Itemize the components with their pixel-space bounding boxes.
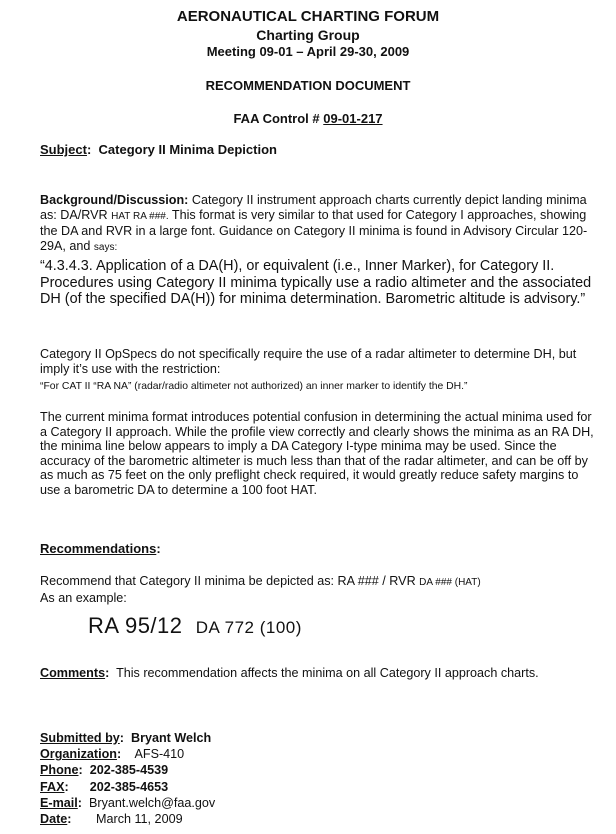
recommendation-text (40, 574, 602, 605)
comments-paragraph: Comments: This recommendation affects the minima on all Category II approach charts. (40, 666, 539, 680)
phone-row: Phone: 202-385-4539 (40, 763, 169, 778)
control-label: FAA Control # (233, 111, 320, 126)
control-number-line (0, 111, 616, 126)
background-text-b: This format is very similar to that used for Category I approaches, showing the DA and RVR in a large font. Guidance on Category II minima is found in Advisory Circular 120-29A, and (40, 207, 588, 253)
phone-label: Phone (40, 763, 79, 778)
organization-value: AFS-410 (134, 747, 185, 762)
recommendations-label: Recommendations (40, 541, 157, 556)
email-value[interactable]: Bryant.welch@faa.gov (89, 795, 216, 810)
fax-row: FAX: 202-385-4653 (40, 779, 169, 794)
fax-value: 202-385-4653 (89, 779, 169, 794)
meeting-line: Meeting 09-01 – April 29-30, 2009 (206, 44, 410, 59)
example-da: DA 772 (100) (195, 618, 302, 637)
forum-title: AERONAUTICAL CHARTING FORUM (176, 8, 440, 25)
organization-label: Organization (40, 747, 117, 762)
email-row: E-mail: Bryant.welch@faa.gov (40, 795, 216, 810)
subject-label: Subject (40, 142, 87, 157)
confusion-paragraph: The current minima format introduces potential confusion in determining the actual minima used for a Category II approach. While the profile view correctly and clearly shows the minima as an RA DH, the minima line below appears to imply a DA Category I-type minima may be used. Since the accuracy of the barometric altimeter is much less than that of the radar altimeter, and can be off by as much as 75 feet on the only preflight check required, it would greatly reduce safety margins to use a barometric DA to determine a 100 foot HAT. (40, 410, 594, 497)
example-ra: RA 95/12 (88, 613, 183, 638)
group-title: Charting Group (256, 27, 360, 43)
submitter-block (40, 730, 215, 827)
document-type: RECOMMENDATION DOCUMENT (205, 78, 411, 93)
fax-label: FAX (40, 779, 65, 794)
organization-row: Organization: AFS-410 (40, 747, 185, 762)
example-intro: As an example: (40, 590, 127, 605)
minima-example (88, 613, 302, 639)
control-number: 09-01-217 (323, 111, 383, 126)
submitted-by-label: Submitted by (40, 731, 120, 745)
background-text-a: Category II instrument approach charts currently depict landing minima as: DA/RVR (40, 193, 587, 222)
ac-quote: “4.3.4.3. Application of a DA(H), or equivalent (i.e., Inner Marker), for Category II. Procedures using Category II minima typically use a radio altimeter and the associated DH (of the specified DA(H)) for minima determination. Barometric altitude is advisory.” (40, 258, 592, 308)
phone-value: 202-385-4539 (89, 763, 169, 778)
comments-text: This recommendation affects the minima on all Category II approach charts. (116, 666, 539, 680)
background-says: says: (93, 241, 118, 253)
submitted-by-row: Submitted by: Bryant Welch (40, 731, 212, 745)
date-value: March 11, 2009 (96, 812, 183, 827)
opspecs-paragraph: Category II OpSpecs do not specifically require the use of a radar altimeter to determine DH, but imply it’s use with the restriction: (40, 347, 577, 376)
subject-text: Category II Minima Depiction (98, 142, 277, 157)
comments-label: Comments (40, 666, 106, 680)
background-paragraph (40, 193, 602, 255)
subject-line: Subject: Category II Minima Depiction (40, 142, 277, 157)
email-label: E-mail (40, 795, 78, 810)
opspecs-quote: “For CAT II “RA NA” (radar/radio altimeter not authorized) an inner marker to identify the DH.” (40, 381, 468, 392)
date-label: Date (40, 812, 68, 827)
recommendation-text-a: Recommend that Category II minima be depicted as: RA ### / RVR (40, 574, 416, 588)
submitted-by-value: Bryant Welch (130, 731, 212, 745)
background-label: Background/Discussion: (40, 193, 189, 207)
date-row: Date: March 11, 2009 (40, 812, 183, 827)
recommendation-text-small: DA ### (HAT) (419, 577, 481, 588)
recommendations-heading: Recommendations: (40, 541, 161, 556)
background-hat: HAT RA ###. (111, 210, 169, 222)
